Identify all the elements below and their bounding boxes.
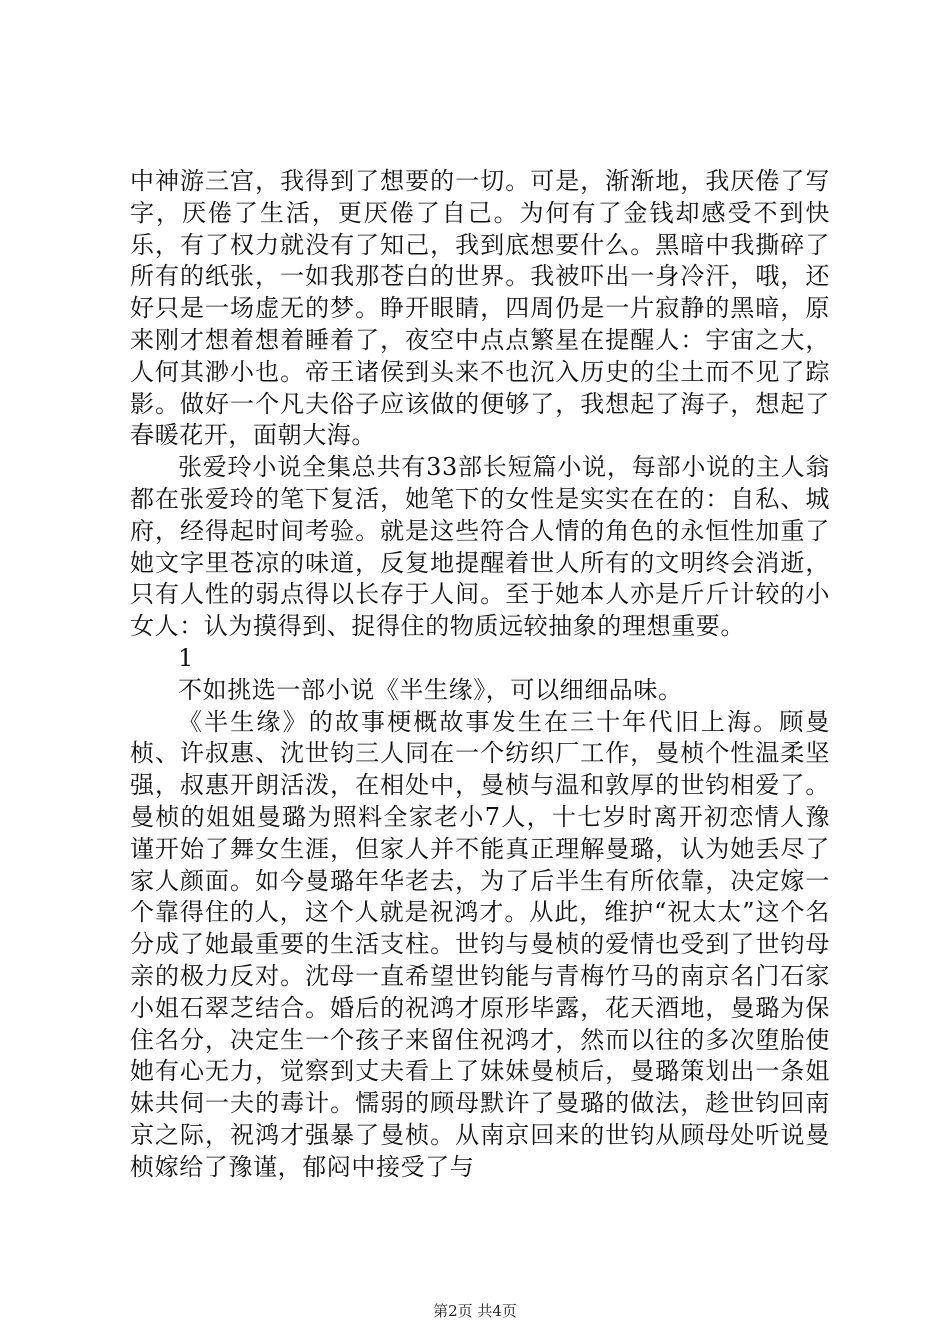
- page-footer: 第2页 共4页: [433, 1302, 517, 1320]
- document-body: [130, 166, 830, 1184]
- paragraph-dream: 中神游三宫，我得到了想要的一切。可是，渐渐地，我厌倦了写字，厌倦了生活，更厌倦了自己。为何有了金钱却感受不到快乐，有了权力就没有了知己，我到底想要什么。黑暗中我撕碎了所有的纸张，一如我那苍白的世界。我被吓出一身冷汗，哦，还好只是一场虚无的梦。睁开眼睛，四周仍是一片寂静的黑暗，原来刚才想着想着睡着了，夜空中点点繁星在提醒人：宇宙之大，人何其渺小也。帝王诸侯到头来不也沉入历史的尘土而不见了踪影。做好一个凡夫俗子应该做的便够了，我想起了海子，想起了春暖花开，面朝大海。: [130, 167, 830, 450]
- inline-page-number: 1: [178, 643, 194, 672]
- paragraph-choose-novel: 不如挑选一部小说《半生缘》，可以细细品味。: [178, 675, 683, 704]
- paragraph-eileen-chang-works: 张爱玲小说全集总共有33部长短篇小说，每部小说的主人翁都在张爱玲的笔下复活，她笔下的女性是实实在在的：自私、城府，经得起时间考验。就是这些符合人情的角色的永恒性加重了她文字里苍凉的味道，反复地提醒着世人所有的文明终会消逝，只有人性的弱点得以长存于人间。至于她本人亦是斤斤计较的小女人：认为摸得到、捉得住的物质远较抽象的理想重要。: [130, 453, 830, 641]
- paragraph-half-life-synopsis: 《半生缘》的故事梗概故事发生在三十年代旧上海。顾曼桢、许叔惠、沈世钧三人同在一个纺织厂工作，曼桢个性温柔坚强，叔惠开朗活泼，在相处中，曼桢与温和敦厚的世钧相爱了。曼桢的姐姐曼璐为照料全家老小7人，十七岁时离开初恋情人豫谨开始了舞女生涯，但家人并不能真正理解曼璐，认为她丢尽了家人颜面。如今曼璐年华老去，为了后半生有所依靠，决定嫁一个靠得住的人，这个人就是祝鸿才。从此，维护“祝太太”这个名分成了她最重要的生活支柱。世钧与曼桢的爱情也受到了世钧母亲的极力反对。沈母一直希望世钧能与青梅竹马的南京名门石家小姐石翠芝结合。婚后的祝鸿才原形毕露，花天酒地，曼璐为保住名分，决定生一个孩子来留住祝鸿才，然而以往的多次堕胎使她有心无力，觉察到丈夫看上了妹妹曼桢后，曼璐策划出一条姐妹共伺一夫的毒计。懦弱的顾母默许了曼璐的做法，趁世钧回南京之际，祝鸿才强暴了曼桢。从南京回来的世钧从顾母处听说曼桢嫁给了豫谨，郁闷中接受了与: [130, 707, 830, 1181]
